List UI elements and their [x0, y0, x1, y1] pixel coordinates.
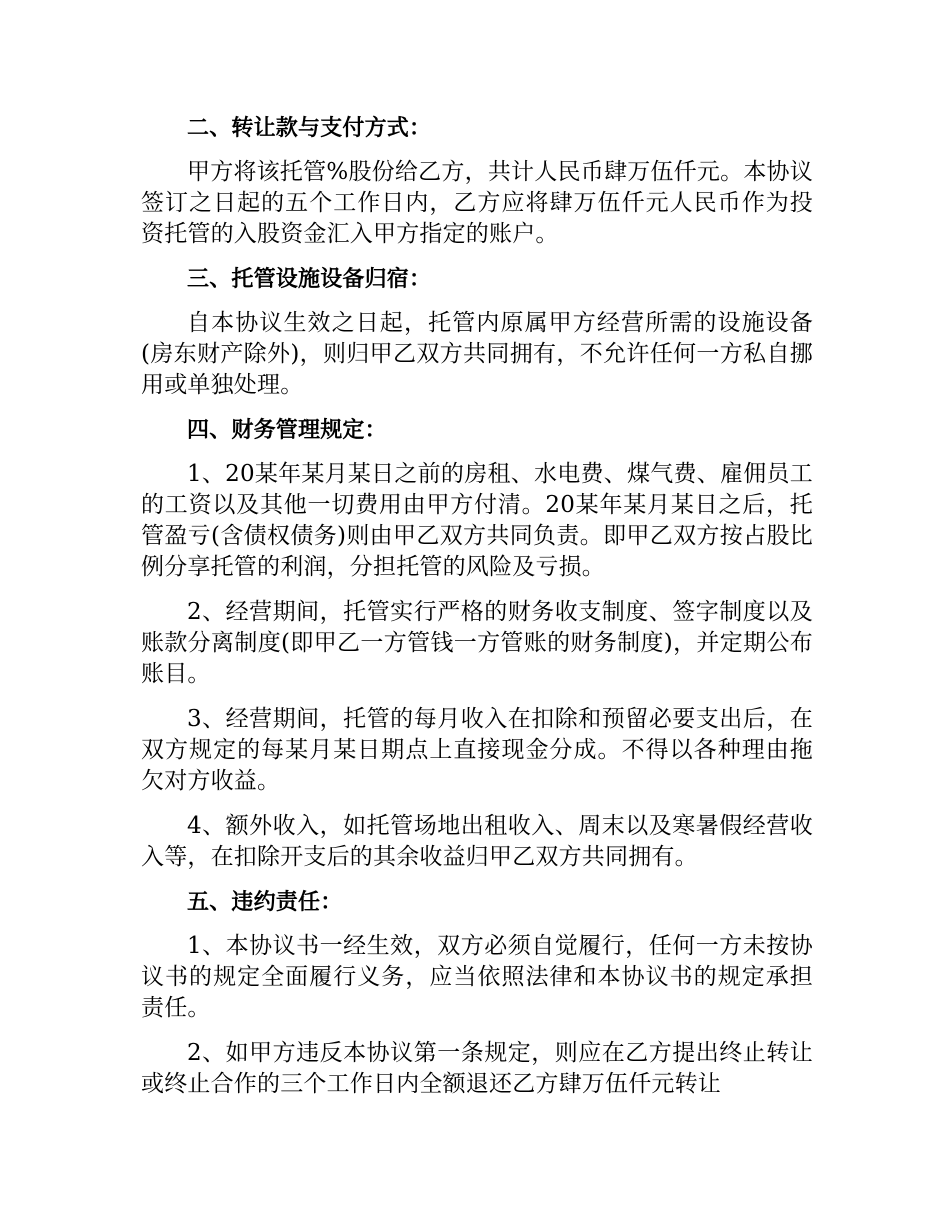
finance-paragraph-3: 3、经营期间，托管的每月收入在扣除和预留必要支出后，在双方规定的每某月某日期点上直接现金分成。不得以各种理由拖欠对方收益。	[141, 706, 813, 794]
finance-paragraph-4: 4、额外收入，如托管场地出租收入、周末以及寒暑假经营收入等，在扣除开支后的其余收益归甲乙双方共同拥有。	[141, 813, 813, 870]
document-body	[141, 113, 813, 1114]
section-heading-liability: 五、违约责任：	[187, 890, 343, 915]
finance-paragraph-2: 2、经营期间，托管实行严格的财务收支制度、签字制度以及账款分离制度(即甲乙一方管钱一方管账的财务制度)，并定期公布账目。	[141, 599, 813, 687]
section-heading-equipment: 三、托管设施设备归宿：	[187, 267, 432, 292]
finance-paragraph-1: 1、20某年某月某日之前的房租、水电费、煤气费、雇佣员工的工资以及其他一切费用由甲方付清。20某年某月某日之后，托管盈亏(含债权债务)则由甲乙双方共同负责。即甲乙双方按占股比例分享托管的利润，分担托管的风险及亏损。	[141, 461, 813, 580]
liability-paragraph-2: 2、如甲方违反本协议第一条规定，则应在乙方提出终止转让或终止合作的三个工作日内全额退还乙方肆万伍仟元转让	[141, 1040, 813, 1097]
equipment-paragraph: 自本协议生效之日起，托管内原属甲方经营所需的设施设备(房东财产除外)，则归甲乙双方共同拥有，不允许任何一方私自挪用或单独处理。	[141, 310, 813, 398]
section-heading-payment: 二、转让款与支付方式：	[187, 116, 432, 141]
liability-paragraph-1: 1、本协议书一经生效，双方必须自觉履行，任何一方未按协议书的规定全面履行义务，应当依照法律和本协议书的规定承担责任。	[141, 933, 813, 1021]
section-heading-finance: 四、财务管理规定：	[187, 418, 387, 443]
payment-paragraph: 甲方将该托管%股份给乙方，共计人民币肆万伍仟元。本协议签订之日起的五个工作日内，乙方应将肆万伍仟元人民币作为投资托管的入股资金汇入甲方指定的账户。	[141, 159, 813, 247]
